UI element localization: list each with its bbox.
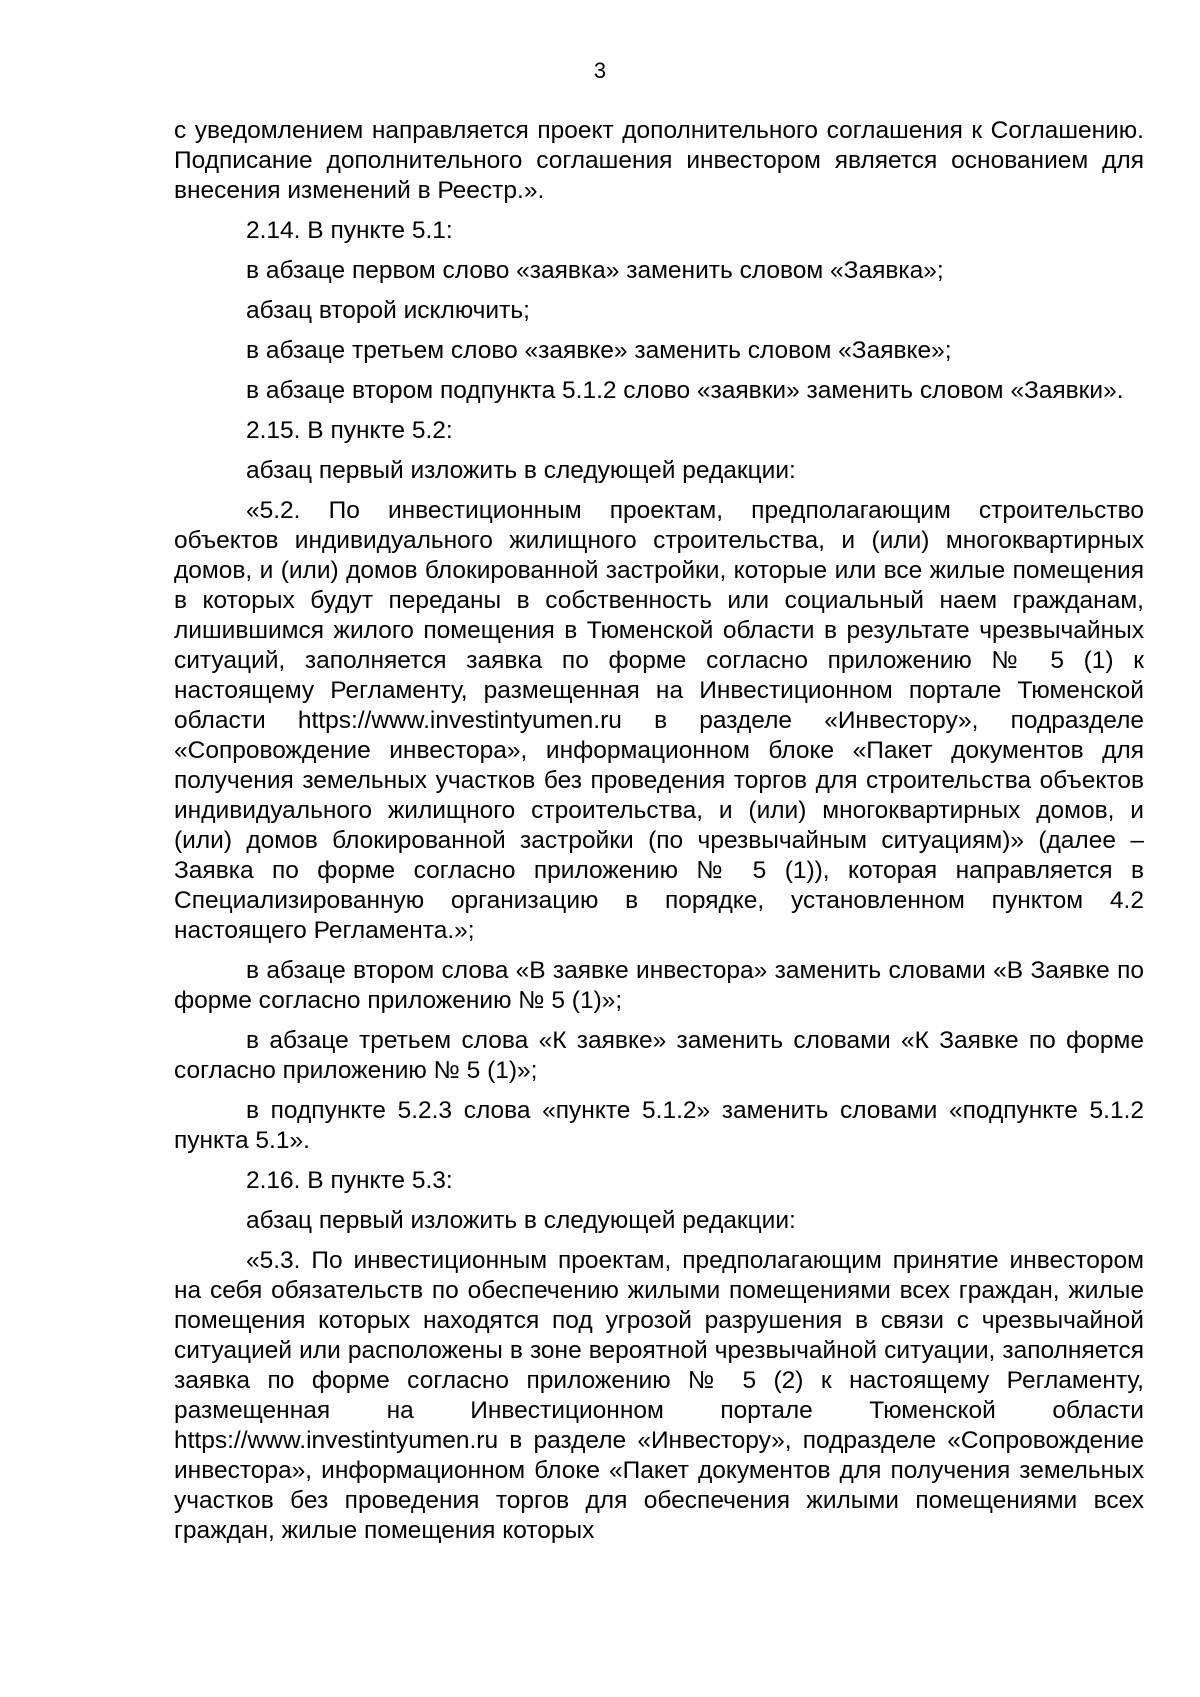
paragraph: абзац первый изложить в следующей редакции: bbox=[246, 1207, 796, 1234]
paragraph: в абзаце втором слова «В заявке инвестора» заменить словами «В Заявке по форме согласно приложению № 5 (1)»; bbox=[174, 957, 1144, 1014]
paragraph-continuation: с уведомлением направляется проект дополнительного соглашения к Соглашению. Подписание дополнительного соглашения инвестором является основанием для внесения изменений в Реестр.». bbox=[174, 117, 1144, 204]
paragraph: абзац второй исключить; bbox=[246, 297, 530, 324]
paragraph-item-2-16: 2.16. В пункте 5.3: bbox=[246, 1167, 453, 1194]
paragraph: в подпункте 5.2.3 слова «пункте 5.1.2» заменить словами «подпункте 5.1.2 пункта 5.1». bbox=[174, 1097, 1144, 1154]
paragraph-item-2-14: 2.14. В пункте 5.1: bbox=[246, 217, 453, 244]
paragraph: в абзаце первом слово «заявка» заменить словом «Заявка»; bbox=[246, 257, 944, 284]
document-body bbox=[174, 116, 1144, 1556]
paragraph: в абзаце третьем слово «заявке» заменить словом «Заявке»; bbox=[246, 337, 952, 364]
paragraph: в абзаце третьем слова «К заявке» заменить словами «К Заявке по форме согласно приложению № 5 (1)»; bbox=[174, 1027, 1144, 1084]
paragraph: абзац первый изложить в следующей редакции: bbox=[246, 457, 796, 484]
paragraph: в абзаце втором подпункта 5.1.2 слово «заявки» заменить словом «Заявки». bbox=[246, 377, 1124, 404]
paragraph-clause-5-3: «5.3. По инвестиционным проектам, предполагающим принятие инвестором на себя обязательств по обеспечению жилыми помещениями всех граждан, жилые помещения которых находятся под угрозой разрушения в связи с чрезвычайной ситуацией или расположены в зоне вероятной чрезвычайной ситуации, заполняется заявка по форме согласно приложению № 5 (2) к настоящему Регламенту, размещенная на Инвестиционном портале Тюменской области https://www.investintyumen.ru в разделе «Инвестору», подразделе «Сопровождение инвестора», информационном блоке «Пакет документов для получения земельных участков без проведения торгов для обеспечения жилыми помещениями всех граждан, жилые помещения которых bbox=[174, 1247, 1144, 1544]
paragraph-clause-5-2: «5.2. По инвестиционным проектам, предполагающим строительство объектов индивидуального жилищного строительства, и (или) многоквартирных домов, и (или) домов блокированной застройки, которые или все жилые помещения в которых будут переданы в собственность или социальный наем гражданам, лишившимся жилого помещения в Тюменской области в результате чрезвычайных ситуаций, заполняется заявка по форме согласно приложению № 5 (1) к настоящему Регламенту, размещенная на Инвестиционном портале Тюменской области https://www.investintyumen.ru в разделе «Инвестору», подразделе «Сопровождение инвестора», информационном блоке «Пакет документов для получения земельных участков без проведения торгов для строительства объектов индивидуального жилищного строительства, и (или) многоквартирных домов, и (или) домов блокированной застройки (по чрезвычайным ситуациям)» (далее – Заявка по форме согласно приложению № 5 (1)), которая направляется в Специализированную организацию в порядке, установленном пунктом 4.2 настоящего Регламента.»; bbox=[174, 497, 1144, 944]
paragraph-item-2-15: 2.15. В пункте 5.2: bbox=[246, 417, 453, 444]
page-number: 3 bbox=[593, 58, 607, 83]
